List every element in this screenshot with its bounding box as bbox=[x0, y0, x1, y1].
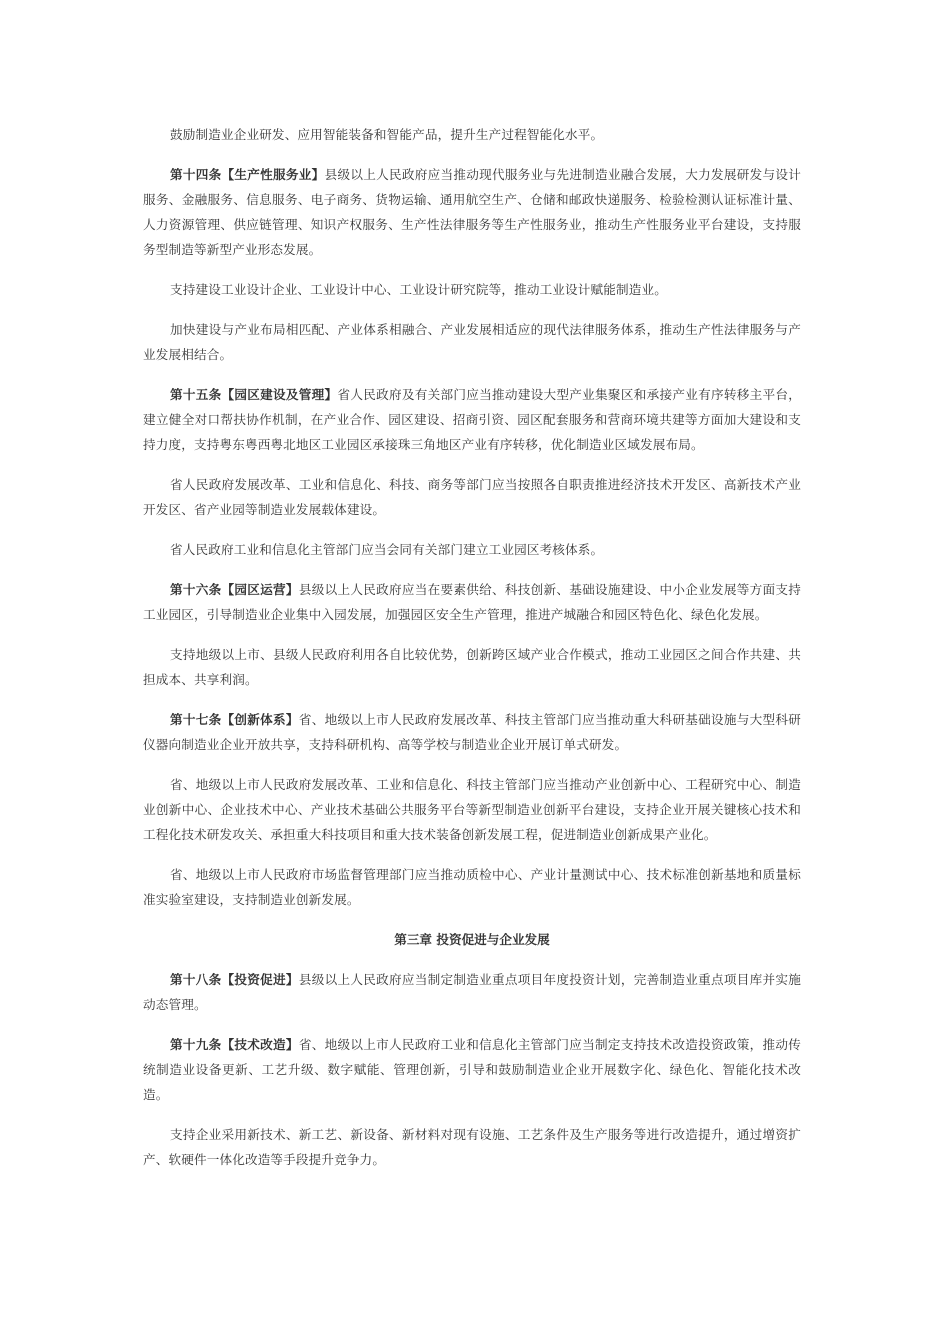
article-18 bbox=[143, 967, 801, 1017]
paragraph-text: 支持地级以上市、县级人民政府利用各自比较优势，创新跨区域产业合作模式，推动工业园区之间合作共建、共担成本、共享利润。 bbox=[143, 647, 801, 687]
paragraph-text: 省、地级以上市人民政府发展改革、工业和信息化、科技主管部门应当推动产业创新中心、工程研究中心、制造业创新中心、企业技术中心、产业技术基础公共服务平台等新型制造业创新平台建设，支持企业开展关键核心技术和工程化技术研发攻关、承担重大科技项目和重大技术装备创新发展工程，促进制造业创新成果产业化。 bbox=[143, 777, 801, 842]
paragraph-text: 支持建设工业设计企业、工业设计中心、工业设计研究院等，推动工业设计赋能制造业。 bbox=[170, 282, 668, 297]
article-heading: 第十四条【生产性服务业】 bbox=[170, 167, 325, 182]
article-heading: 第十六条【园区运营】 bbox=[170, 582, 299, 597]
article-heading: 第十五条【园区建设及管理】 bbox=[170, 387, 338, 402]
paragraph-text: 省人民政府及有关部门应当推动建设大型产业集聚区和承接产业有序转移主平台，建立健全对口帮扶协作机制，在产业合作、园区建设、招商引资、园区配套服务和营商环境共建等方面加大建设和支持力度，支持粤东粤西粤北地区工业园区承接珠三角地区产业有序转移，优化制造业区域发展布局。 bbox=[143, 387, 802, 452]
article-heading: 第十九条【技术改造】 bbox=[170, 1037, 299, 1052]
article-14 bbox=[143, 162, 801, 262]
paragraph-9 bbox=[143, 642, 801, 692]
paragraph-3 bbox=[143, 277, 801, 302]
article-17 bbox=[143, 707, 801, 757]
document-page bbox=[143, 122, 801, 1172]
paragraph-text: 支持企业采用新技术、新工艺、新设备、新材料对现有设施、工艺条件及生产服务等进行改造提升，通过增资扩产、软硬件一体化改造等手段提升竞争力。 bbox=[143, 1127, 801, 1167]
paragraph-1 bbox=[143, 122, 801, 147]
paragraph-text: 省、地级以上市人民政府工业和信息化主管部门应当制定支持技术改造投资政策，推动传统制造业设备更新、工艺升级、数字赋能、管理创新，引导和鼓励制造业企业开展数字化、绿色化、智能化技术改造。 bbox=[143, 1037, 802, 1102]
paragraph-text: 加快建设与产业布局相匹配、产业体系相融合、产业发展相适应的现代法律服务体系，推动生产性法律服务与产业发展相结合。 bbox=[143, 322, 801, 362]
article-heading: 第十七条【创新体系】 bbox=[170, 712, 299, 727]
paragraph-11 bbox=[143, 772, 801, 847]
paragraph-12 bbox=[143, 862, 801, 912]
paragraph-text: 省人民政府发展改革、工业和信息化、科技、商务等部门应当按照各自职责推进经济技术开发区、高新技术产业开发区、省产业园等制造业发展载体建设。 bbox=[143, 477, 801, 517]
article-19 bbox=[143, 1032, 801, 1107]
paragraph-text: 县级以上人民政府应当制定制造业重点项目年度投资计划，完善制造业重点项目库并实施动态管理。 bbox=[143, 972, 802, 1012]
paragraph-4 bbox=[143, 317, 801, 367]
paragraph-text: 省人民政府工业和信息化主管部门应当会同有关部门建立工业园区考核体系。 bbox=[170, 542, 604, 557]
paragraph-text: 县级以上人民政府应当推动现代服务业与先进制造业融合发展，大力发展研发与设计服务、金融服务、信息服务、电子商务、货物运输、通用航空生产、仓储和邮政快递服务、检验检测认证标准计量、人力资源管理、供应链管理、知识产权服务、生产性法律服务等生产性服务业，推动生产性服务业平台建设，支持服务型制造等新型产业形态发展。 bbox=[143, 167, 801, 257]
paragraph-text: 县级以上人民政府应当在要素供给、科技创新、基础设施建设、中小企业发展等方面支持工业园区，引导制造业企业集中入园发展，加强园区安全生产管理，推进产城融合和园区特色化、绿色化发展。 bbox=[143, 582, 802, 622]
paragraph-text: 省、地级以上市人民政府市场监督管理部门应当推动质检中心、产业计量测试中心、技术标准创新基地和质量标准实验室建设，支持制造业创新发展。 bbox=[143, 867, 801, 907]
paragraph-text: 省、地级以上市人民政府发展改革、科技主管部门应当推动重大科研基础设施与大型科研仪器向制造业企业开放共享，支持科研机构、高等学校与制造业企业开展订单式研发。 bbox=[143, 712, 802, 752]
article-heading: 第十八条【投资促进】 bbox=[170, 972, 299, 987]
paragraph-text: 鼓励制造业企业研发、应用智能装备和智能产品，提升生产过程智能化水平。 bbox=[170, 127, 604, 142]
article-15 bbox=[143, 382, 801, 457]
paragraph-7 bbox=[143, 537, 801, 562]
article-16 bbox=[143, 577, 801, 627]
paragraph-last bbox=[143, 1122, 801, 1172]
paragraph-6 bbox=[143, 472, 801, 522]
chapter-heading: 第三章 投资促进与企业发展 bbox=[394, 932, 550, 947]
